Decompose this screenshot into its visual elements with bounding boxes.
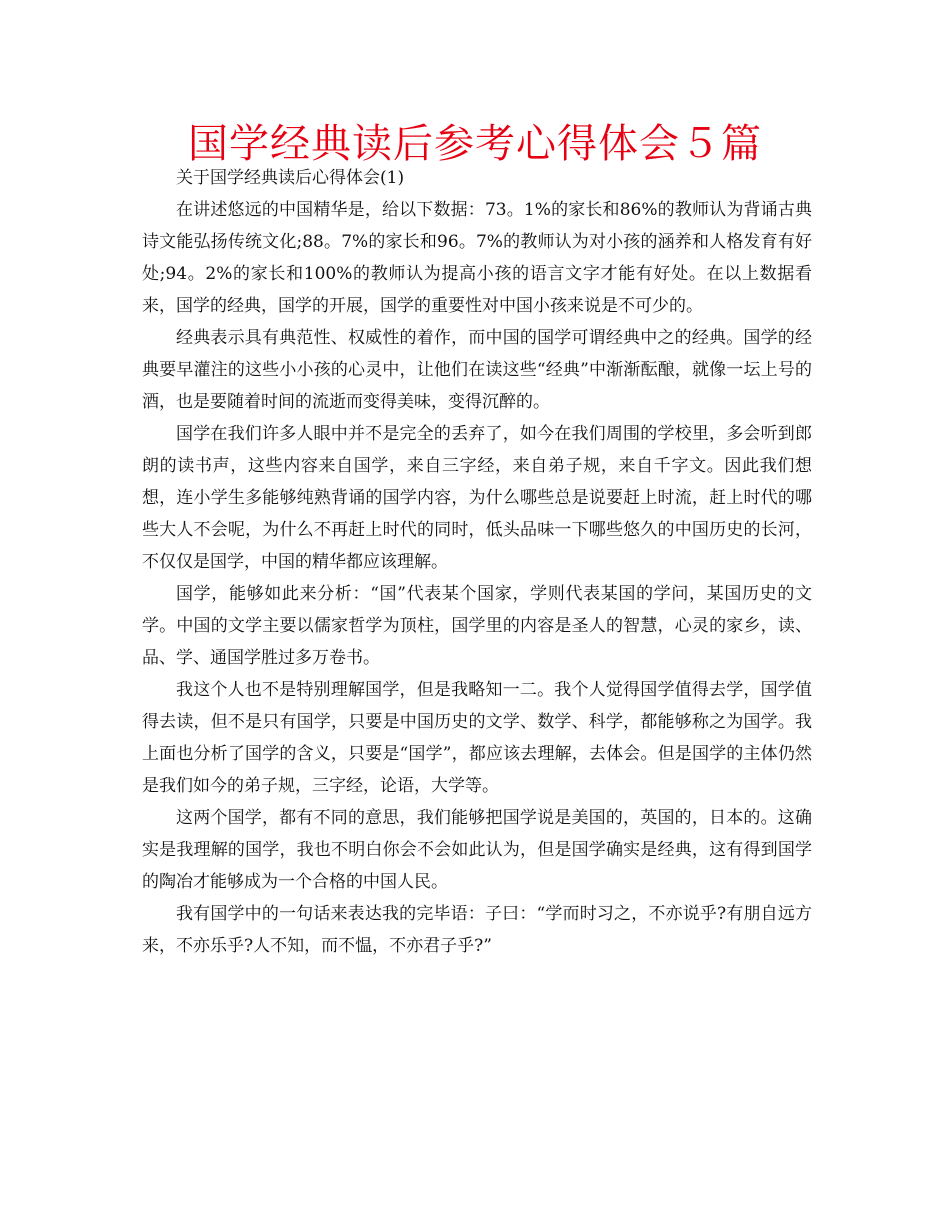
paragraph-4: 国学，能够如此来分析：“国”代表某个国家，学则代表某国的学问，某国历史的文学。中国的文学主要以儒家哲学为顶柱，国学里的内容是圣人的智慧，心灵的家乡，读、品、学、通国学胜过多万卷书。	[142, 584, 812, 668]
paragraph-2: 经典表示具有典范性、权威性的着作，而中国的国学可谓经典中之的经典。国学的经典要早灌注的这些小小孩的心灵中，让他们在读这些“经典”中渐渐酝酿，就像一坛上号的酒，也是要随着时间的流逝而变得美味，变得沉醉的。	[142, 328, 812, 412]
paragraph-7: 我有国学中的一句话来表达我的完毕语：子曰：“学而时习之，不亦说乎?有朋自远方来，不亦乐乎?人不知，而不愠，不亦君子乎?”	[142, 904, 812, 956]
paragraph-3: 国学在我们许多人眼中并不是完全的丢弃了，如今在我们周围的学校里，多会听到郎朗的读书声，这些内容来自国学，来自三字经，来自弟子规，来自千字文。因此我们想想，连小学生多能够纯熟背诵的国学内容，为什么哪些总是说要赶上时流，赶上时代的哪些大人不会呢，为什么不再赶上时代的同时，低头品味一下哪些悠久的中国历史的长河，不仅仅是国学，中国的精华都应该理解。	[142, 424, 812, 572]
section-heading: 关于国学经典读后心得体会(1)	[176, 168, 405, 188]
document-body	[142, 162, 812, 962]
paragraph-6: 这两个国学，都有不同的意思，我们能够把国学说是美国的，英国的，日本的。这确实是我理解的国学，我也不明白你会不会如此认为，但是国学确实是经典，这有得到国学的陶冶才能够成为一个合格的中国人民。	[142, 808, 812, 892]
document-title: 国学经典读后参考心得体会５篇	[188, 121, 762, 167]
paragraph-1: 在讲述悠远的中国精华是，给以下数据：73。1%的家长和86%的教师认为背诵古典诗文能弘扬传统文化;88。7%的家长和96。7%的教师认为对小孩的涵养和人格发育有好处;94。2%的家长和100%的教师认为提高小孩的语言文字才能有好处。在以上数据看来，国学的经典，国学的开展，国学的重要性对中国小孩来说是不可少的。	[142, 200, 812, 316]
paragraph-5: 我这个人也不是特别理解国学，但是我略知一二。我个人觉得国学值得去学，国学值得去读，但不是只有国学，只要是中国历史的文学、数学、科学，都能够称之为国学。我上面也分析了国学的含义，只要是“国学”，都应该去理解，去体会。但是国学的主体仍然是我们如今的弟子规，三字经，论语，大学等。	[142, 680, 812, 796]
